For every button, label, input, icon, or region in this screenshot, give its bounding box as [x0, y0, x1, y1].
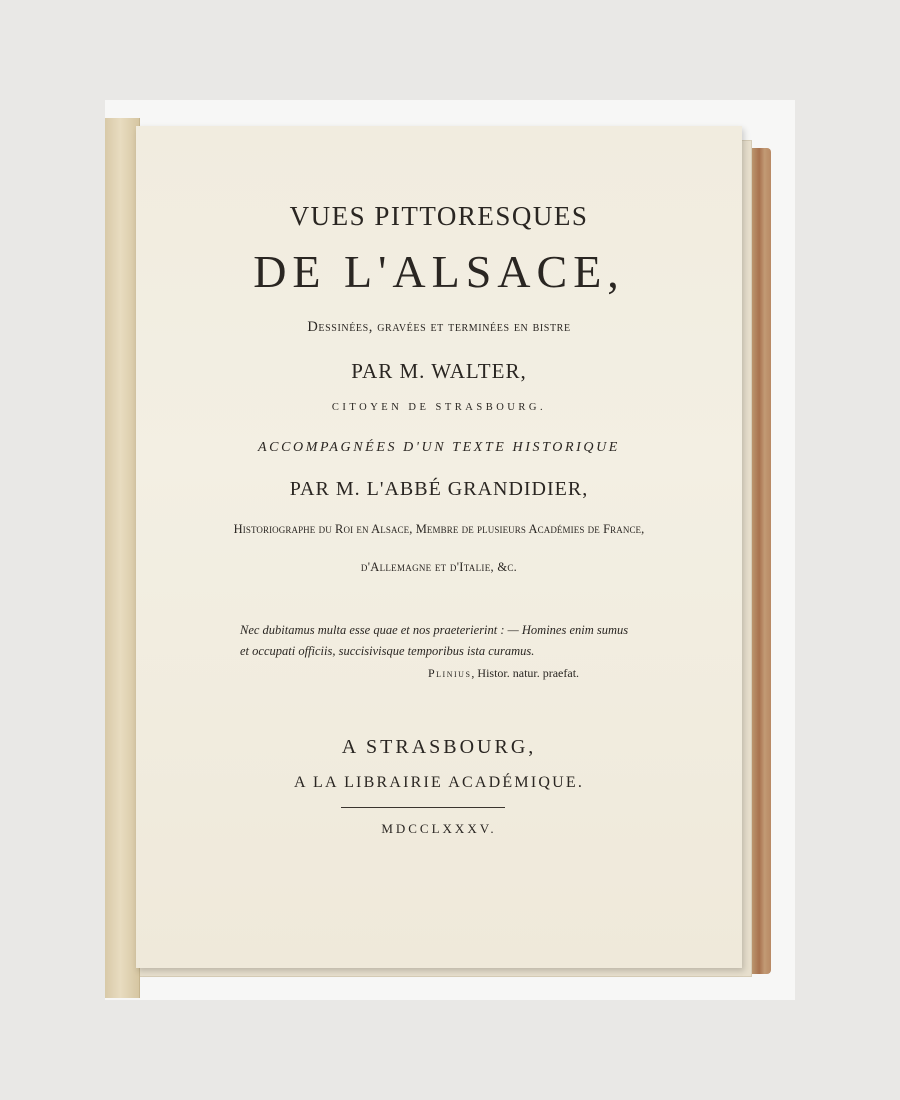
- imprint-city: A STRASBOURG,: [341, 736, 537, 758]
- author-line: PAR M. WALTER,: [351, 359, 527, 383]
- second-author-line: PAR M. L'ABBÉ GRANDIDIER,: [289, 478, 589, 500]
- title-line-1: VUES PITTORESQUES: [289, 201, 589, 231]
- second-author-credentials-cont: d'Allemagne et d'Italie, &c.: [360, 560, 518, 574]
- subtitle: Dessinées, gravées et terminées en bistre: [307, 319, 571, 335]
- imprint-publisher: A LA LIBRAIRIE ACADÉMIQUE.: [293, 774, 585, 791]
- divider-rule: [341, 807, 505, 808]
- epigraph-source: , Histor. natur. praefat.: [471, 666, 580, 680]
- epigraph-author: Plinius: [428, 666, 472, 680]
- second-author-credentials: Historiographe du Roi en Alsace, Membre de plusieurs Académies de France,: [233, 522, 645, 536]
- imprint-year: MDCCLXXXV.: [381, 821, 497, 836]
- title-line-2: DE L'ALSACE,: [253, 246, 625, 297]
- epigraph-line-1: Nec dubitamus multa esse quae et nos praeterierint : — Homines enim sumus: [240, 623, 629, 637]
- left-page-edge: [105, 118, 140, 998]
- text-description: ACCOMPAGNÉES D'UN TEXTE HISTORIQUE: [258, 440, 620, 455]
- author-description: CITOYEN DE STRASBOURG.: [331, 402, 547, 413]
- epigraph-attribution: [428, 666, 579, 681]
- epigraph-line-2: et occupati officiis, succisivisque temporibus ista curamus.: [240, 644, 535, 658]
- title-page: [136, 126, 742, 968]
